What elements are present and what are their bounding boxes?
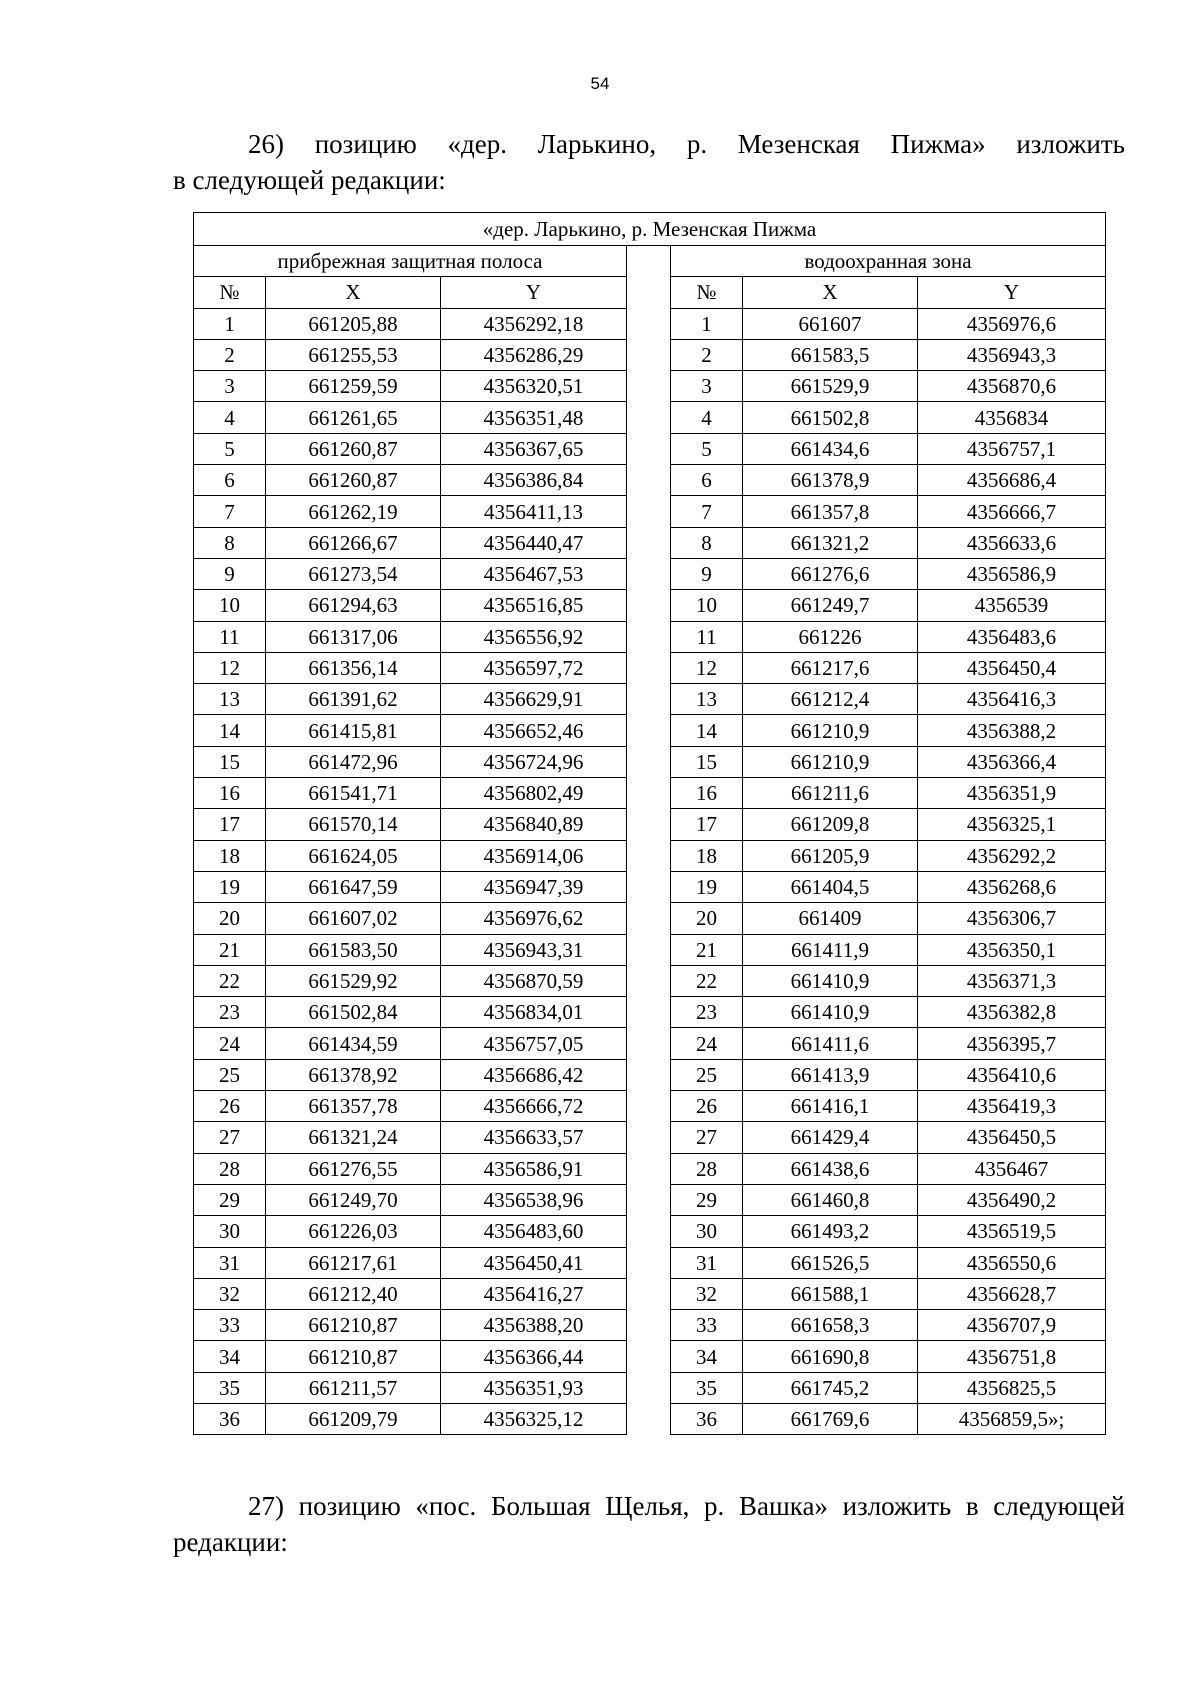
coastal-y-cell: 4356292,18 [441, 308, 627, 339]
coastal-x-cell: 661273,54 [266, 558, 441, 589]
coastal-x-cell: 661262,19 [266, 496, 441, 527]
point-no-left-cell: 35 [194, 1372, 266, 1403]
point-no-left-cell: 31 [194, 1247, 266, 1278]
zone-y-cell: 4356825,5 [918, 1372, 1106, 1403]
point-no-left-cell: 13 [194, 684, 266, 715]
point-no-left-cell: 3 [194, 371, 266, 402]
zone-x-cell: 661409 [743, 903, 918, 934]
zone-x-cell: 661378,9 [743, 465, 918, 496]
point-no-right-cell: 32 [671, 1278, 743, 1309]
coastal-x-cell: 661212,40 [266, 1278, 441, 1309]
coastal-y-cell: 4356586,91 [441, 1153, 627, 1184]
coastal-y-cell: 4356320,51 [441, 371, 627, 402]
point-no-left-cell: 14 [194, 715, 266, 746]
coastal-x-cell: 661529,92 [266, 965, 441, 996]
coastal-y-cell: 4356870,59 [441, 965, 627, 996]
coastal-x-cell: 661266,67 [266, 527, 441, 558]
coastal-x-cell: 661434,59 [266, 1028, 441, 1059]
coastal-x-cell: 661210,87 [266, 1310, 441, 1341]
coastal-x-cell: 661391,62 [266, 684, 441, 715]
point-no-right-cell: 12 [671, 652, 743, 683]
column-header-no-right: № [671, 277, 743, 308]
point-no-left-cell: 5 [194, 433, 266, 464]
zone-y-cell: 4356550,6 [918, 1247, 1106, 1278]
zone-y-cell: 4356450,5 [918, 1122, 1106, 1153]
table-section-header-row [194, 246, 1106, 277]
zone-x-cell: 661745,2 [743, 1372, 918, 1403]
coastal-x-cell: 661205,88 [266, 308, 441, 339]
point-no-left-cell: 2 [194, 339, 266, 370]
zone-y-cell: 4356686,4 [918, 465, 1106, 496]
coastal-y-cell: 4356411,13 [441, 496, 627, 527]
point-no-left-cell: 12 [194, 652, 266, 683]
coastal-y-cell: 4356367,65 [441, 433, 627, 464]
coastal-y-cell: 4356467,53 [441, 558, 627, 589]
zone-y-cell: 4356666,7 [918, 496, 1106, 527]
point-no-left-cell: 10 [194, 590, 266, 621]
point-no-right-cell: 3 [671, 371, 743, 402]
zone-x-cell: 661411,9 [743, 934, 918, 965]
coastal-x-cell: 661502,84 [266, 997, 441, 1028]
point-no-right-cell: 24 [671, 1028, 743, 1059]
zone-x-cell: 661217,6 [743, 652, 918, 683]
point-no-left-cell: 21 [194, 934, 266, 965]
paragraph-26 [173, 126, 1125, 198]
zone-y-cell: 4356450,4 [918, 652, 1106, 683]
point-no-right-cell: 19 [671, 871, 743, 902]
zone-x-cell: 661210,9 [743, 715, 918, 746]
coastal-x-cell: 661472,96 [266, 746, 441, 777]
point-no-left-cell: 4 [194, 402, 266, 433]
coastal-y-cell: 4356686,42 [441, 1059, 627, 1090]
coastal-y-cell: 4356286,29 [441, 339, 627, 370]
coastal-y-cell: 4356757,05 [441, 1028, 627, 1059]
zone-x-cell: 661410,9 [743, 997, 918, 1028]
point-no-right-cell: 5 [671, 433, 743, 464]
zone-y-cell: 4356870,6 [918, 371, 1106, 402]
paragraph-27-line-1: 27) позицию «пос. Большая Щелья, р. Вашка» изложить в следующей [248, 1491, 1125, 1521]
coastal-x-cell: 661321,24 [266, 1122, 441, 1153]
coastal-y-cell: 4356325,12 [441, 1403, 627, 1434]
zone-y-cell: 4356419,3 [918, 1091, 1106, 1122]
zone-y-cell: 4356490,2 [918, 1184, 1106, 1215]
zone-x-cell: 661357,8 [743, 496, 918, 527]
coastal-y-cell: 4356516,85 [441, 590, 627, 621]
zone-x-cell: 661502,8 [743, 402, 918, 433]
zone-y-cell: 4356292,2 [918, 840, 1106, 871]
point-no-right-cell: 31 [671, 1247, 743, 1278]
coastal-x-cell: 661356,14 [266, 652, 441, 683]
coastal-y-cell: 4356914,06 [441, 840, 627, 871]
coastal-x-cell: 661541,71 [266, 778, 441, 809]
zone-x-cell: 661413,9 [743, 1059, 918, 1090]
point-no-left-cell: 19 [194, 871, 266, 902]
coastal-y-cell: 4356597,72 [441, 652, 627, 683]
paragraph-26-line-2: в следующей редакции: [173, 165, 446, 195]
coastal-y-cell: 4356947,39 [441, 871, 627, 902]
zone-y-cell: 4356859,5»; [918, 1403, 1106, 1434]
point-no-right-cell: 8 [671, 527, 743, 558]
point-no-right-cell: 18 [671, 840, 743, 871]
point-no-left-cell: 7 [194, 496, 266, 527]
point-no-left-cell: 30 [194, 1216, 266, 1247]
point-no-right-cell: 6 [671, 465, 743, 496]
zone-y-cell: 4356483,6 [918, 621, 1106, 652]
zone-x-cell: 661416,1 [743, 1091, 918, 1122]
table-title: «дер. Ларькино, р. Мезенская Пижма [194, 213, 1106, 246]
coastal-y-cell: 4356386,84 [441, 465, 627, 496]
zone-x-cell: 661583,5 [743, 339, 918, 370]
point-no-left-cell: 32 [194, 1278, 266, 1309]
coastal-y-cell: 4356366,44 [441, 1341, 627, 1372]
point-no-right-cell: 22 [671, 965, 743, 996]
zone-x-cell: 661321,2 [743, 527, 918, 558]
point-no-right-cell: 1 [671, 308, 743, 339]
coastal-x-cell: 661583,50 [266, 934, 441, 965]
coastal-y-cell: 4356450,41 [441, 1247, 627, 1278]
zone-y-cell: 4356943,3 [918, 339, 1106, 370]
coastal-x-cell: 661259,59 [266, 371, 441, 402]
paragraph-27-line-2: редакции: [173, 1527, 288, 1557]
point-no-right-cell: 16 [671, 778, 743, 809]
point-no-left-cell: 15 [194, 746, 266, 777]
point-no-left-cell: 6 [194, 465, 266, 496]
point-no-left-cell: 20 [194, 903, 266, 934]
coastal-y-cell: 4356834,01 [441, 997, 627, 1028]
coastal-x-cell: 661294,63 [266, 590, 441, 621]
zone-y-cell: 4356388,2 [918, 715, 1106, 746]
point-no-left-cell: 25 [194, 1059, 266, 1090]
zone-x-cell: 661493,2 [743, 1216, 918, 1247]
coastal-y-cell: 4356416,27 [441, 1278, 627, 1309]
zone-y-cell: 4356366,4 [918, 746, 1106, 777]
zone-y-cell: 4356306,7 [918, 903, 1106, 934]
point-no-left-cell: 17 [194, 809, 266, 840]
zone-x-cell: 661769,6 [743, 1403, 918, 1434]
zone-x-cell: 661404,5 [743, 871, 918, 902]
zone-x-cell: 661411,6 [743, 1028, 918, 1059]
coastal-y-cell: 4356943,31 [441, 934, 627, 965]
point-no-right-cell: 21 [671, 934, 743, 965]
point-no-left-cell: 24 [194, 1028, 266, 1059]
coastal-x-cell: 661226,03 [266, 1216, 441, 1247]
point-no-right-cell: 17 [671, 809, 743, 840]
zone-x-cell: 661429,4 [743, 1122, 918, 1153]
point-no-right-cell: 9 [671, 558, 743, 589]
point-no-left-cell: 23 [194, 997, 266, 1028]
point-no-left-cell: 22 [194, 965, 266, 996]
zone-y-cell: 4356633,6 [918, 527, 1106, 558]
point-no-right-cell: 10 [671, 590, 743, 621]
column-header-y-left: Y [441, 277, 627, 308]
zone-x-cell: 661205,9 [743, 840, 918, 871]
paragraph-27 [173, 1488, 1125, 1560]
coastal-x-cell: 661647,59 [266, 871, 441, 902]
point-no-right-cell: 36 [671, 1403, 743, 1434]
point-no-right-cell: 28 [671, 1153, 743, 1184]
point-no-right-cell: 34 [671, 1341, 743, 1372]
coastal-y-cell: 4356976,62 [441, 903, 627, 934]
zone-y-cell: 4356268,6 [918, 871, 1106, 902]
coastal-x-cell: 661276,55 [266, 1153, 441, 1184]
zone-x-cell: 661438,6 [743, 1153, 918, 1184]
zone-y-cell: 4356325,1 [918, 809, 1106, 840]
coastal-x-cell: 661357,78 [266, 1091, 441, 1122]
coastal-x-cell: 661260,87 [266, 433, 441, 464]
paragraph-26-line-1: 26) позицию «дер. Ларькино, р. Мезенская Пижма» изложить [248, 129, 1125, 159]
point-no-right-cell: 26 [671, 1091, 743, 1122]
point-no-right-cell: 14 [671, 715, 743, 746]
zone-x-cell: 661209,8 [743, 809, 918, 840]
point-no-left-cell: 28 [194, 1153, 266, 1184]
coastal-x-cell: 661570,14 [266, 809, 441, 840]
point-no-right-cell: 33 [671, 1310, 743, 1341]
zone-x-cell: 661529,9 [743, 371, 918, 402]
point-no-right-cell: 23 [671, 997, 743, 1028]
zone-x-cell: 661460,8 [743, 1184, 918, 1215]
zone-y-cell: 4356586,9 [918, 558, 1106, 589]
zone-y-cell: 4356757,1 [918, 433, 1106, 464]
zone-x-cell: 661658,3 [743, 1310, 918, 1341]
coastal-y-cell: 4356440,47 [441, 527, 627, 558]
point-no-right-cell: 2 [671, 339, 743, 370]
coastal-y-cell: 4356840,89 [441, 809, 627, 840]
coastal-y-cell: 4356629,91 [441, 684, 627, 715]
point-no-left-cell: 9 [194, 558, 266, 589]
column-header-x-right: X [743, 277, 918, 308]
zone-x-cell: 661690,8 [743, 1341, 918, 1372]
zone-y-cell: 4356976,6 [918, 308, 1106, 339]
point-no-right-cell: 25 [671, 1059, 743, 1090]
zone-x-cell: 661588,1 [743, 1278, 918, 1309]
coordinates-table [193, 212, 1106, 1435]
zone-x-cell: 661526,5 [743, 1247, 918, 1278]
zone-x-cell: 661211,6 [743, 778, 918, 809]
page-number: 54 [590, 74, 610, 93]
coastal-x-cell: 661211,57 [266, 1372, 441, 1403]
point-no-left-cell: 18 [194, 840, 266, 871]
point-no-right-cell: 27 [671, 1122, 743, 1153]
coastal-x-cell: 661217,61 [266, 1247, 441, 1278]
point-no-right-cell: 30 [671, 1216, 743, 1247]
coastal-y-cell: 4356633,57 [441, 1122, 627, 1153]
coastal-x-cell: 661209,79 [266, 1403, 441, 1434]
point-no-right-cell: 11 [671, 621, 743, 652]
point-no-left-cell: 29 [194, 1184, 266, 1215]
table-gap-column [627, 246, 671, 1435]
water-protection-zone-header: водоохранная зона [671, 246, 1106, 277]
zone-y-cell: 4356416,3 [918, 684, 1106, 715]
zone-x-cell: 661410,9 [743, 965, 918, 996]
point-no-left-cell: 26 [194, 1091, 266, 1122]
zone-y-cell: 4356519,5 [918, 1216, 1106, 1247]
point-no-right-cell: 13 [671, 684, 743, 715]
point-no-left-cell: 27 [194, 1122, 266, 1153]
zone-x-cell: 661276,6 [743, 558, 918, 589]
zone-y-cell: 4356371,3 [918, 965, 1106, 996]
zone-y-cell: 4356350,1 [918, 934, 1106, 965]
zone-y-cell: 4356351,9 [918, 778, 1106, 809]
zone-x-cell: 661607 [743, 308, 918, 339]
coastal-x-cell: 661415,81 [266, 715, 441, 746]
point-no-right-cell: 20 [671, 903, 743, 934]
coastal-x-cell: 661261,65 [266, 402, 441, 433]
column-header-no-left: № [194, 277, 266, 308]
zone-y-cell: 4356628,7 [918, 1278, 1106, 1309]
coastal-strip-header: прибрежная защитная полоса [194, 246, 627, 277]
coastal-x-cell: 661210,87 [266, 1341, 441, 1372]
zone-x-cell: 661249,7 [743, 590, 918, 621]
coastal-x-cell: 661607,02 [266, 903, 441, 934]
zone-y-cell: 4356834 [918, 402, 1106, 433]
zone-x-cell: 661210,9 [743, 746, 918, 777]
coastal-y-cell: 4356802,49 [441, 778, 627, 809]
coastal-y-cell: 4356724,96 [441, 746, 627, 777]
point-no-right-cell: 4 [671, 402, 743, 433]
coastal-x-cell: 661249,70 [266, 1184, 441, 1215]
zone-y-cell: 4356395,7 [918, 1028, 1106, 1059]
point-no-left-cell: 36 [194, 1403, 266, 1434]
zone-y-cell: 4356707,9 [918, 1310, 1106, 1341]
point-no-right-cell: 35 [671, 1372, 743, 1403]
zone-x-cell: 661434,6 [743, 433, 918, 464]
coastal-x-cell: 661378,92 [266, 1059, 441, 1090]
point-no-left-cell: 1 [194, 308, 266, 339]
coastal-y-cell: 4356556,92 [441, 621, 627, 652]
coastal-y-cell: 4356652,46 [441, 715, 627, 746]
coastal-x-cell: 661624,05 [266, 840, 441, 871]
point-no-right-cell: 15 [671, 746, 743, 777]
coastal-y-cell: 4356351,48 [441, 402, 627, 433]
coastal-x-cell: 661260,87 [266, 465, 441, 496]
point-no-left-cell: 34 [194, 1341, 266, 1372]
point-no-left-cell: 33 [194, 1310, 266, 1341]
zone-x-cell: 661212,4 [743, 684, 918, 715]
column-header-y-right: Y [918, 277, 1106, 308]
zone-y-cell: 4356751,8 [918, 1341, 1106, 1372]
point-no-left-cell: 16 [194, 778, 266, 809]
point-no-left-cell: 11 [194, 621, 266, 652]
zone-y-cell: 4356382,8 [918, 997, 1106, 1028]
coastal-y-cell: 4356538,96 [441, 1184, 627, 1215]
point-no-left-cell: 8 [194, 527, 266, 558]
zone-x-cell: 661226 [743, 621, 918, 652]
coastal-x-cell: 661317,06 [266, 621, 441, 652]
zone-y-cell: 4356467 [918, 1153, 1106, 1184]
point-no-right-cell: 29 [671, 1184, 743, 1215]
coastal-y-cell: 4356388,20 [441, 1310, 627, 1341]
coastal-y-cell: 4356351,93 [441, 1372, 627, 1403]
zone-y-cell: 4356539 [918, 590, 1106, 621]
coastal-y-cell: 4356483,60 [441, 1216, 627, 1247]
table-title-row [194, 213, 1106, 246]
column-header-x-left: X [266, 277, 441, 308]
zone-y-cell: 4356410,6 [918, 1059, 1106, 1090]
coastal-x-cell: 661255,53 [266, 339, 441, 370]
point-no-right-cell: 7 [671, 496, 743, 527]
coastal-y-cell: 4356666,72 [441, 1091, 627, 1122]
